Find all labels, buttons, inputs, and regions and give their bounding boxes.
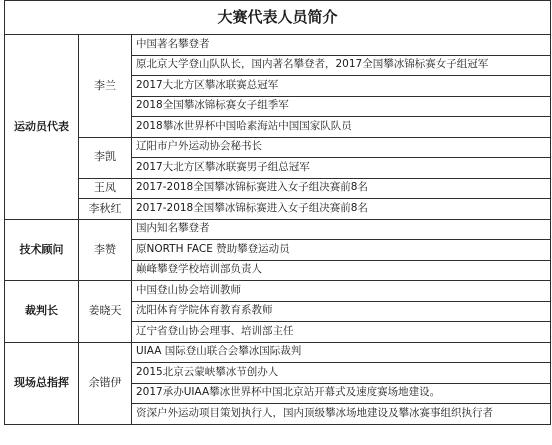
detail-cell: 原NORTH FACE 赞助攀登运动员 [132, 240, 551, 261]
detail-cell: UIAA 国际登山联合会攀冰国际裁判 [132, 342, 551, 363]
category-cell: 运动员代表 [5, 35, 79, 220]
table-body [5, 1, 551, 425]
detail-cell: 资深户外运动项目策划执行人，国内顶级攀冰场地建设及攀冰赛事组织执行者 [132, 404, 551, 425]
detail-cell: 国内知名攀登者 [132, 219, 551, 240]
detail-cell: 2017大北方区攀冰联赛男子组总冠军 [132, 158, 551, 179]
detail-cell: 2018全国攀冰锦标赛女子组季军 [132, 96, 551, 117]
table-row [5, 199, 551, 220]
detail-cell: 2015北京云蒙峡攀冰节创办人 [132, 363, 551, 384]
table-row [5, 137, 551, 158]
detail-cell: 中国著名攀登者 [132, 35, 551, 56]
table-row [5, 35, 551, 56]
detail-cell: 2017-2018全国攀冰锦标赛进入女子组决赛前8名 [132, 199, 551, 220]
intro-table-container [4, 0, 550, 443]
person-name-cell: 李兰 [79, 35, 132, 138]
detail-cell: 沈阳体育学院体育教育系教师 [132, 301, 551, 322]
detail-cell: 原北京大学登山队队长，国内著名攀登者，2017全国攀冰锦标赛女子组冠军 [132, 55, 551, 76]
table-title: 大赛代表人员简介 [5, 1, 551, 35]
detail-cell: 2018攀冰世界杯中国哈素海站中国国家队队员 [132, 117, 551, 138]
category-cell: 现场总指挥 [5, 342, 79, 424]
representatives-table [4, 0, 551, 425]
person-name-cell: 姜晓天 [79, 281, 132, 343]
detail-cell: 巅峰攀登学校培训部负责人 [132, 260, 551, 281]
detail-cell: 辽阳市户外运动协会秘书长 [132, 137, 551, 158]
category-cell: 技术顾问 [5, 219, 79, 281]
detail-cell: 辽宁省登山协会理事、培训部主任 [132, 322, 551, 343]
person-name-cell: 李秋红 [79, 199, 132, 220]
table-row [5, 281, 551, 302]
table-row [5, 342, 551, 363]
title-row [5, 1, 551, 35]
detail-cell: 2017大北方区攀冰联赛总冠军 [132, 76, 551, 97]
category-cell: 裁判长 [5, 281, 79, 343]
person-name-cell: 王凤 [79, 178, 132, 199]
detail-cell: 2017承办UIAA攀冰世界杯中国北京站开幕式及速度赛场地建设。 [132, 383, 551, 404]
detail-cell: 中国登山协会培训教师 [132, 281, 551, 302]
detail-cell: 2017-2018全国攀冰锦标赛进入女子组决赛前8名 [132, 178, 551, 199]
person-name-cell: 李凯 [79, 137, 132, 178]
table-row [5, 219, 551, 240]
person-name-cell: 李赞 [79, 219, 132, 281]
table-row [5, 178, 551, 199]
person-name-cell: 余锴伊 [79, 342, 132, 424]
